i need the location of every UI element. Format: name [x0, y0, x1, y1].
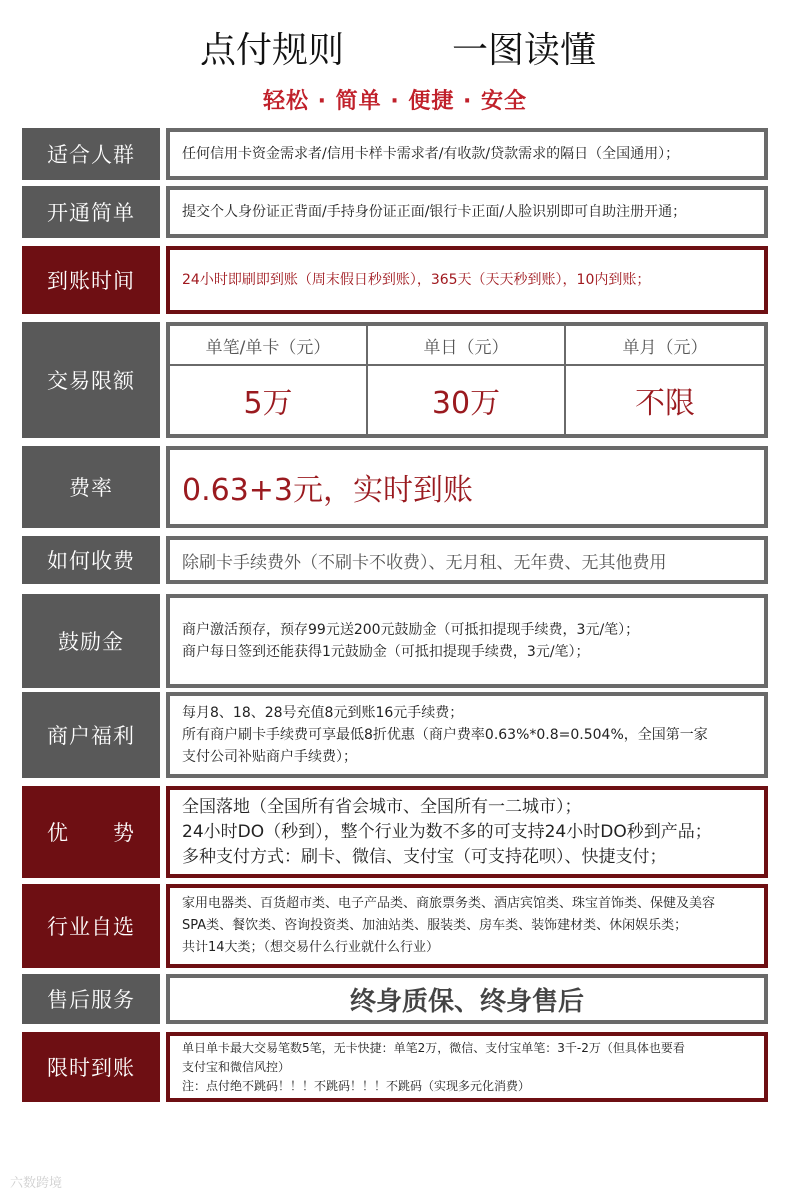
welfare-line: 所有商户刷卡手续费可享最低8折优惠（商户费率0.63%*0.8=0.504%，全国第一家 [182, 727, 708, 743]
service-text: 终身质保、终身售后 [349, 986, 584, 1017]
limited-line: 单日单卡最大交易笔数5笔，无卡快捷：单笔2万，微信、支付宝单笔：3千-2万（但具体也要看 [182, 1040, 685, 1055]
welfare-line: 每月8、18、28号充值8元到账16元手续费； [182, 705, 464, 721]
row-content [166, 594, 768, 688]
limit-value-single: 5万 [170, 366, 368, 434]
row-label: 售后服务 [22, 974, 160, 1024]
row-limit [22, 322, 768, 438]
industry-line: SPA类、餐饮类、咨询投资类、加油站类、服装类、房车类、装饰建材类、休闲娱乐类； [182, 918, 688, 933]
row-bonus [22, 594, 768, 688]
title-right: 一图读懂 [452, 30, 597, 71]
title-left: 点付规则 [200, 30, 345, 71]
row-welfare [22, 692, 768, 778]
row-industry [22, 884, 768, 968]
row-text: 提交个人身份证正背面/手持身份证正面/银行卡正面/人脸识别即可自助注册开通； [182, 204, 687, 220]
row-service [22, 974, 768, 1024]
row-label: 限时到账 [22, 1032, 160, 1102]
row-label: 商户福利 [22, 692, 160, 778]
row-fee [22, 536, 768, 584]
row-advantage [22, 786, 768, 878]
limit-value-daily: 30万 [368, 366, 566, 434]
row-label: 适合人群 [22, 128, 160, 180]
industry-line: 共计14大类；（想交易什么行业就什么行业） [182, 940, 440, 955]
row-arrival [22, 246, 768, 314]
row-label: 交易限额 [22, 322, 160, 438]
advantage-line: 24小时DO（秒到），整个行业为数不多的可支持24小时DO秒到产品； [182, 821, 712, 842]
row-label: 鼓励金 [22, 594, 160, 688]
page-title [0, 22, 790, 72]
row-label: 费率 [22, 446, 160, 528]
row-text: 24小时即刷即到账（周末假日秒到账），365天（天天秒到账），10内到账； [182, 272, 651, 288]
row-content [166, 536, 768, 584]
row-content [166, 1032, 768, 1102]
welfare-line: 支付公司补贴商户手续费）； [182, 749, 357, 765]
row-label: 优 势 [22, 786, 160, 878]
row-audience [22, 128, 768, 180]
bonus-line: 商户激活预存，预存99元送200元鼓励金（可抵扣提现手续费，3元/笔）； [182, 622, 640, 638]
row-content [166, 128, 768, 180]
row-label: 到账时间 [22, 246, 160, 314]
limit-header-single: 单笔/单卡（元） [170, 326, 368, 366]
subtitle: 轻松 · 简单 · 便捷 · 安全 [262, 89, 528, 114]
row-label: 开通简单 [22, 186, 160, 238]
advantage-line: 全国落地（全国所有省会城市、全国所有一二城市）； [182, 796, 582, 817]
row-content [166, 186, 768, 238]
row-content [166, 246, 768, 314]
row-content [166, 884, 768, 968]
row-content [166, 446, 768, 528]
limit-header-monthly: 单月（元） [566, 326, 764, 366]
limited-line: 支付宝和微信风控） [182, 1059, 291, 1074]
industry-line: 家用电器类、百货超市类、电子产品类、商旅票务类、酒店宾馆类、珠宝首饰类、保健及美容 [182, 896, 716, 911]
row-content [166, 974, 768, 1024]
rate-text: 0.63+3元，实时到账 [182, 473, 474, 508]
advantage-line: 多种支付方式：刷卡、微信、支付宝（可支持花呗）、快捷支付； [182, 846, 667, 867]
row-text: 任何信用卡资金需求者/信用卡样卡需求者/有收款/贷款需求的隔日（全国通用）； [182, 146, 680, 162]
limit-value-monthly: 不限 [635, 386, 695, 421]
row-open [22, 186, 768, 238]
row-content [166, 692, 768, 778]
row-content [166, 786, 768, 878]
bonus-line: 商户每日签到还能获得1元鼓励金（可抵扣提现手续费，3元/笔）； [182, 644, 590, 660]
limit-table [166, 322, 768, 438]
limited-line: 注：点付绝不跳码！！！不跳码！！！不跳码（实现多元化消费） [182, 1078, 531, 1093]
limit-header-daily: 单日（元） [368, 326, 566, 366]
row-label: 如何收费 [22, 536, 160, 584]
row-label: 行业自选 [22, 884, 160, 968]
row-rate [22, 446, 768, 528]
watermark: 六数跨境 [10, 1176, 63, 1191]
row-limited [22, 1032, 768, 1102]
fee-text: 除刷卡手续费外（不刷卡不收费）、无月租、无年费、无其他费用 [182, 552, 667, 573]
